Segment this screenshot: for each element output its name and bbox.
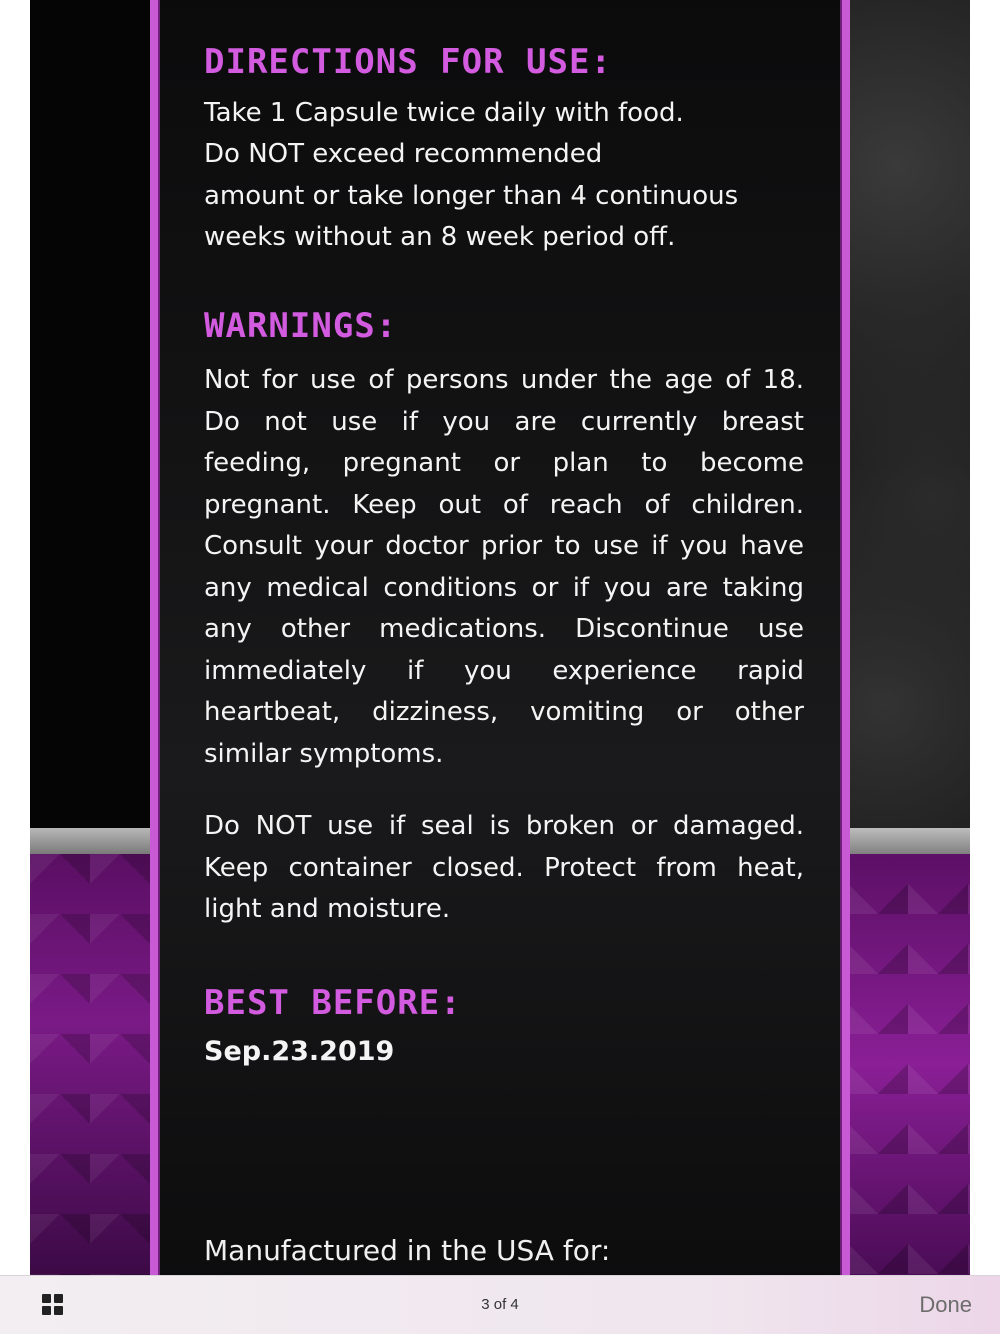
directions-line-1: Take 1 Capsule twice daily with food. (204, 98, 684, 128)
directions-line-4: weeks without an 8 week period off. (204, 222, 676, 252)
page-counter: 3 of 4 (481, 1296, 519, 1313)
directions-line-2: Do NOT exceed recommended (204, 139, 603, 169)
background-right-purple-pattern (848, 854, 970, 1275)
product-label-photo (30, 0, 970, 1275)
background-right-band (848, 828, 970, 854)
background-left-purple-pattern (30, 854, 152, 1275)
directions-line-3: amount or take longer than 4 continuous (204, 181, 739, 211)
warnings-text: Not for use of persons under the age of 18. Do not use if you are currently breast feeding, pregnant or plan to become pregnant. Keep out of reach of children. Consult your doctor prior to use if you have any medical conditions or if you are taking any other medications. Discontinue use immediately if you experience rapid heartbeat, dizziness, vomiting or other similar symptoms. (204, 365, 804, 769)
background-left-band (30, 828, 152, 854)
background-right-dark (848, 0, 970, 830)
directions-heading: DIRECTIONS FOR USE: (204, 42, 612, 82)
bottom-toolbar (0, 1275, 1000, 1334)
best-before-heading: BEST BEFORE: (204, 983, 462, 1023)
storage-text: Do NOT use if seal is broken or damaged. Keep container closed. Protect from heat, light and moisture. (204, 811, 804, 924)
background-left-dark (30, 0, 152, 830)
label-panel (150, 0, 850, 1275)
manufactured-text: Manufactured in the USA for: (204, 1234, 611, 1267)
warnings-heading: WARNINGS: (204, 306, 398, 346)
done-button[interactable]: Done (919, 1292, 972, 1317)
best-before-date: Sep.23.2019 (204, 1036, 395, 1067)
